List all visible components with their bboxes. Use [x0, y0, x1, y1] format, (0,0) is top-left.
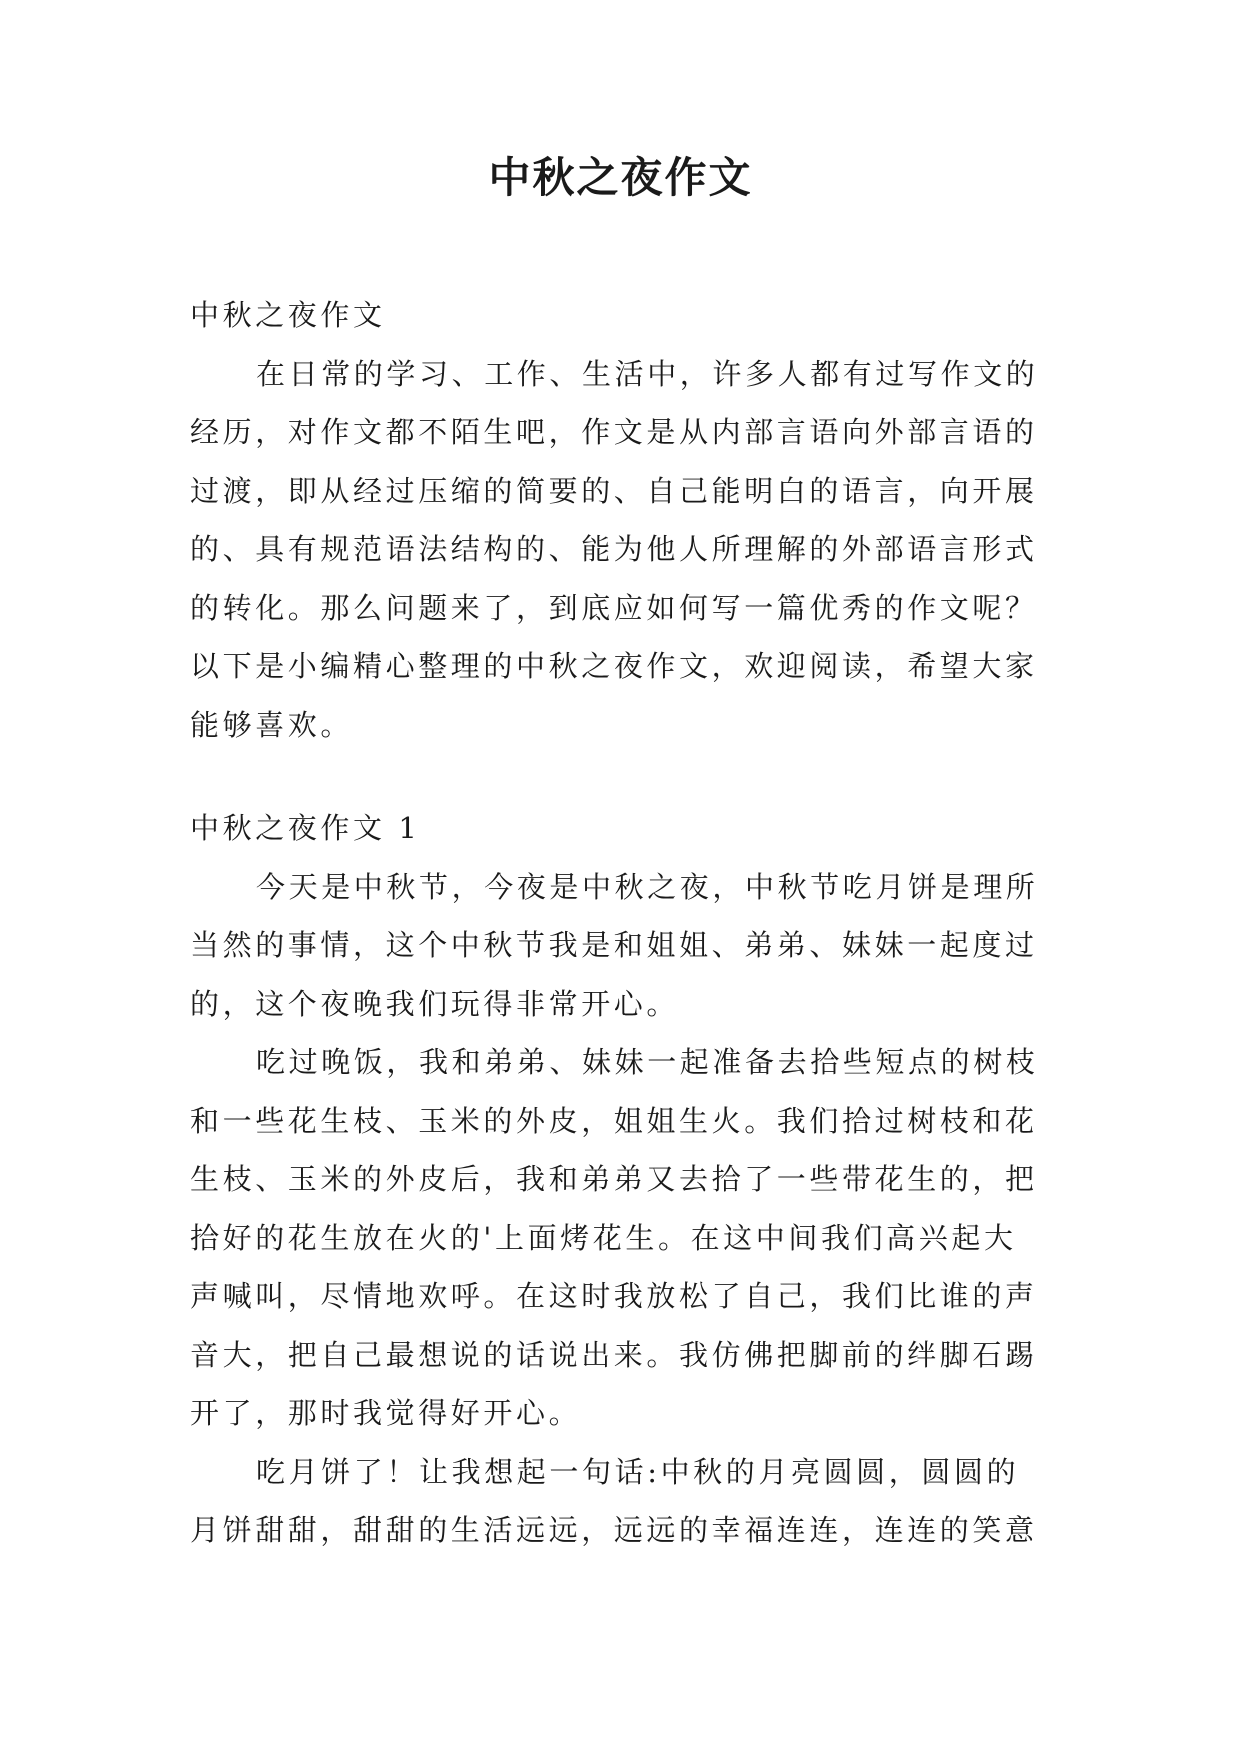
essay-paragraph [190, 1443, 1070, 1560]
essay-paragraph [190, 1033, 1070, 1443]
intro-line: 的转化。那么问题来了，到底应如何写一篇优秀的作文呢？ [190, 590, 1038, 625]
intro-paragraph [190, 345, 1070, 755]
intro-line: 能够喜欢。 [190, 707, 354, 742]
essay-line: 生枝、玉米的外皮后，我和弟弟又去拾了一些带花生的，把 [190, 1162, 1038, 1196]
essay-line: 声喊叫，尽情地欢呼。在这时我放松了自己，我们比谁的声 [190, 1279, 1038, 1313]
intro-heading: 中秋之夜作文 [190, 298, 386, 332]
essay-line: 今天是中秋节，今夜是中秋之夜，中秋节吃月饼是理所 [256, 869, 1039, 904]
intro-line: 经历，对作文都不陌生吧，作文是从内部言语向外部言语的 [190, 415, 1038, 449]
section-spacer [190, 754, 1070, 799]
intro-line: 以下是小编精心整理的中秋之夜作文，欢迎阅读，希望大家 [190, 649, 1038, 683]
essay-paragraph [190, 858, 1070, 1034]
essay-heading: 中秋之夜作文 1 [190, 811, 421, 845]
essay-line: 吃月饼了！让我想起一句话:中秋的月亮圆圆，圆圆的 [256, 1454, 1020, 1489]
essay-line: 拾好的花生放在火的'上面烤花生。在这中间我们高兴起大 [190, 1220, 1017, 1255]
essay-line: 和一些花生枝、玉米的外皮，姐姐生火。我们拾过树枝和花 [190, 1103, 1038, 1138]
document-title: 中秋之夜作文 [488, 153, 753, 202]
essay-line: 的，这个夜晚我们玩得非常开心。 [190, 986, 680, 1021]
intro-line: 过渡，即从经过压缩的简要的、自己能明白的语言，向开展 [190, 473, 1038, 508]
essay-line: 吃过晚饭，我和弟弟、妹妹一起准备去拾些短点的树枝 [256, 1045, 1039, 1079]
intro-line: 的、具有规范语法结构的、能为他人所理解的外部语言形式 [190, 532, 1038, 566]
intro-line: 在日常的学习、工作、生活中，许多人都有过写作文的 [256, 356, 1039, 391]
essay-line: 音大，把自己最想说的话说出来。我仿佛把脚前的绊脚石踢 [190, 1337, 1038, 1372]
essay-line: 当然的事情，这个中秋节我是和姐姐、弟弟、妹妹一起度过 [190, 928, 1038, 962]
document-body [190, 286, 1070, 1560]
essay-line: 开了，那时我觉得好开心。 [190, 1396, 582, 1430]
essay-line: 月饼甜甜，甜甜的生活远远，远远的幸福连连，连连的笑意 [190, 1513, 1038, 1547]
